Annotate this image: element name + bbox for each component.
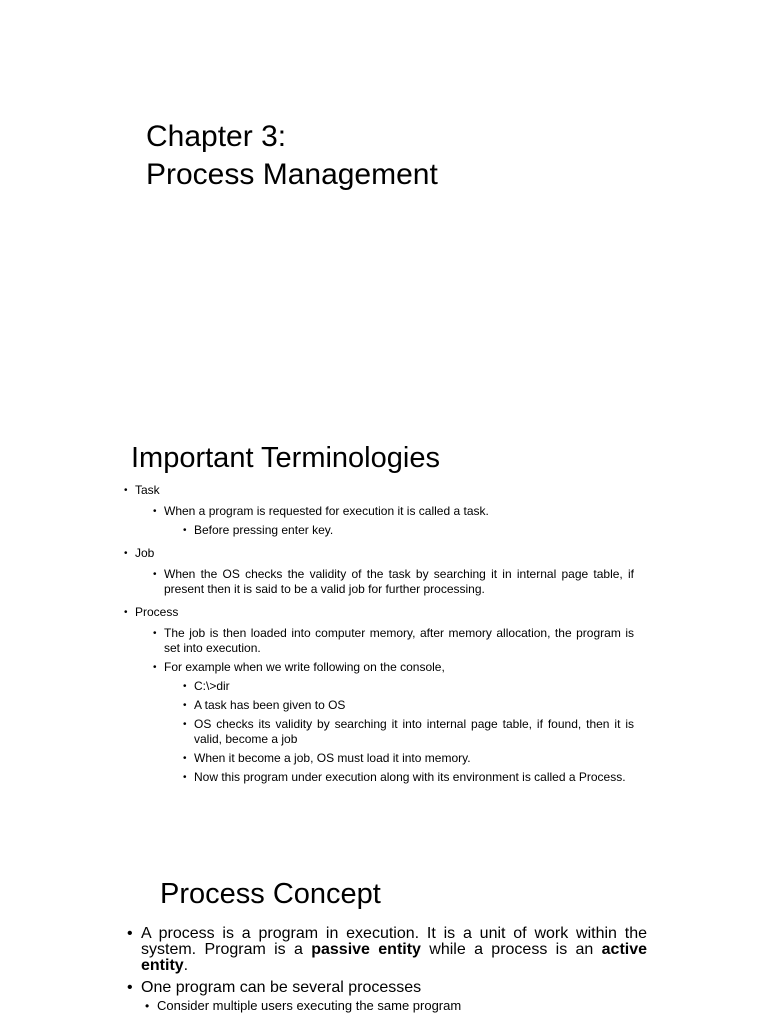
bullet2-text: One program can be several processes bbox=[141, 979, 422, 996]
list-item-job bbox=[135, 546, 645, 597]
chapter-title-line2: Process Management bbox=[146, 158, 438, 191]
bullet1-mid: while a process is an bbox=[420, 941, 602, 958]
active-entity-text: active entity bbox=[141, 941, 648, 974]
example-steps bbox=[194, 679, 634, 785]
task-subsublist bbox=[194, 523, 634, 538]
list-item: • Before pressing enter key. bbox=[194, 523, 634, 538]
list-item bbox=[141, 926, 647, 974]
task-label: Task bbox=[135, 483, 160, 497]
list-item: • When it become a job, OS must load it into memory. bbox=[194, 751, 634, 766]
list-item-process bbox=[135, 605, 645, 785]
process-concept-title: Process Concept bbox=[160, 878, 381, 910]
process-sublist bbox=[164, 626, 634, 785]
task-sublist bbox=[164, 504, 634, 538]
terminologies-list bbox=[135, 483, 645, 542]
job-label: Job bbox=[135, 546, 155, 560]
bullet1-text: A process is a program in execution. It is a unit of work within the system. Program is a bbox=[141, 925, 647, 958]
task-definition: When a program is requested for execution it is called a task. bbox=[164, 504, 489, 518]
bullet2-sublist bbox=[157, 999, 647, 1013]
list-item: • Consider multiple users executing the same program bbox=[157, 999, 647, 1013]
list-item bbox=[141, 980, 647, 1013]
process-label: Process bbox=[135, 605, 179, 619]
terminologies-list-job bbox=[135, 546, 645, 601]
list-item: • Now this program under execution along with its environment is called a Process. bbox=[194, 770, 634, 785]
passive-entity-text: passive entity bbox=[311, 941, 421, 958]
terminologies-list-process bbox=[135, 605, 645, 789]
example-intro: For example when we write following on the console, bbox=[164, 660, 445, 674]
list-item bbox=[164, 504, 634, 538]
chapter-title bbox=[146, 118, 438, 194]
list-item bbox=[164, 660, 634, 785]
list-item: • The job is then loaded into computer memory, after memory allocation, the program is set into execution. bbox=[164, 626, 634, 656]
terminologies-title: Important Terminologies bbox=[131, 442, 440, 474]
bullet1-end: . bbox=[183, 957, 189, 974]
job-sublist bbox=[164, 567, 634, 597]
process-concept-list bbox=[141, 926, 647, 1013]
list-item: • OS checks its validity by searching it into internal page table, if found, then it is valid, become a job bbox=[194, 717, 634, 747]
list-item: • C:\>dir bbox=[194, 679, 634, 694]
list-item: • A task has been given to OS bbox=[194, 698, 634, 713]
list-item: • When the OS checks the validity of the task by searching it in internal page table, if present then it is said to be a valid job for further processing. bbox=[164, 567, 634, 597]
chapter-title-line1: Chapter 3: bbox=[146, 120, 287, 153]
list-item-task bbox=[135, 483, 645, 538]
